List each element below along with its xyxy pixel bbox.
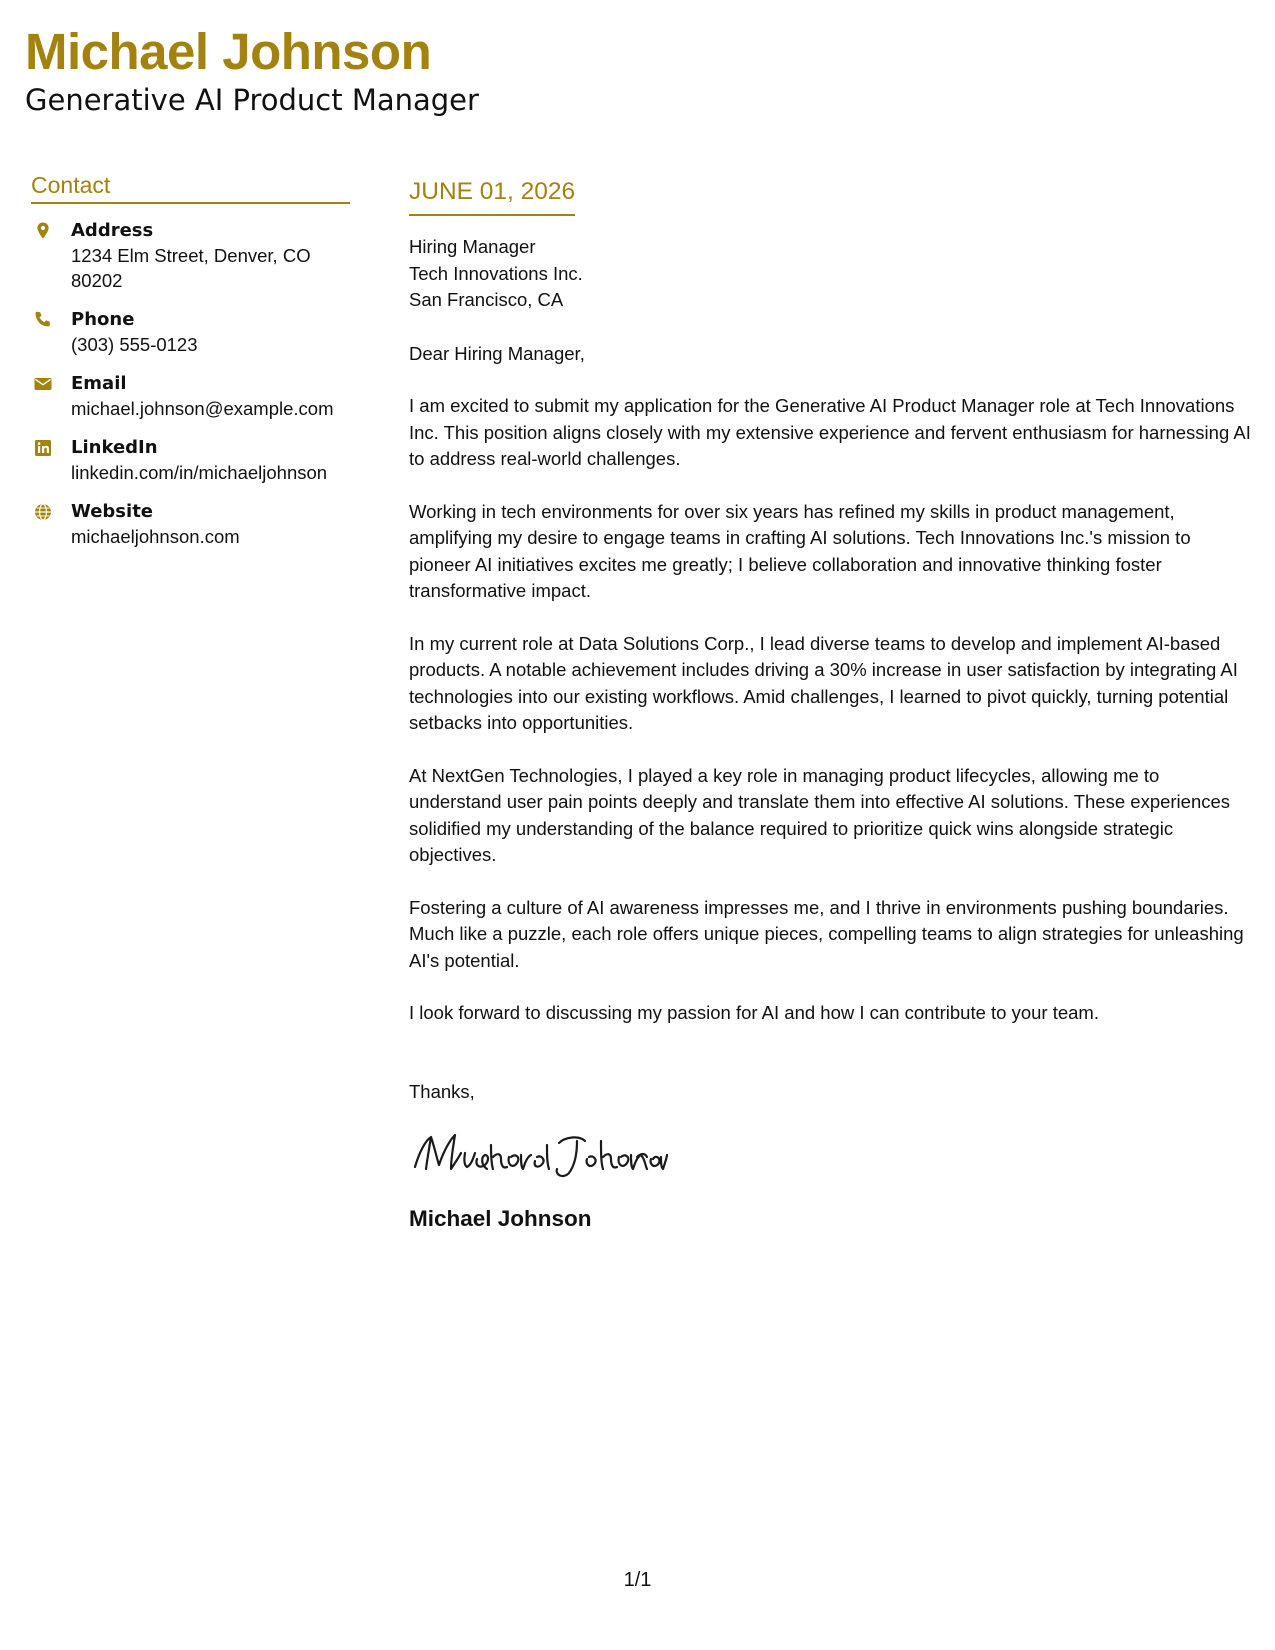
signed-name: Michael Johnson xyxy=(409,1206,592,1231)
applicant-name: Michael Johnson xyxy=(25,23,432,80)
globe-icon xyxy=(33,502,53,522)
page-number: 1/1 xyxy=(623,1569,652,1591)
phone-value[interactable]: (303) 555-0123 xyxy=(71,334,198,355)
letter-paragraph: I look forward to discussing my passion for AI and how I can contribute to your team. xyxy=(409,1002,1099,1023)
email-label: Email xyxy=(71,373,127,394)
contact-item-linkedin xyxy=(31,435,351,485)
recipient-block xyxy=(409,234,1254,314)
contact-item-website xyxy=(31,499,351,549)
email-value[interactable]: michael.johnson@example.com xyxy=(71,398,334,419)
closing: Thanks, xyxy=(409,1080,475,1102)
handwritten-signature xyxy=(409,1123,669,1183)
website-value[interactable]: michaeljohnson.com xyxy=(71,526,240,547)
linkedin-value[interactable]: linkedin.com/in/michaeljohnson xyxy=(71,462,328,483)
envelope-icon xyxy=(33,374,53,394)
linkedin-icon xyxy=(33,438,53,458)
contact-item-email xyxy=(31,371,351,421)
linkedin-label: LinkedIn xyxy=(71,437,158,458)
letter-date: JUNE 01, 2026 xyxy=(409,176,575,216)
contact-heading: Contact xyxy=(31,170,350,204)
job-title: Generative AI Product Manager xyxy=(25,83,479,117)
letter-paragraph: In my current role at Data Solutions Corp., I lead diverse teams to develop and implement AI-based products. A notable achievement includes driving a 30% increase in user satisfaction by integrating AI technologies into our existing workflows. Amid challenges, I learned to pivot quickly, turning potential setbacks into opportunities. xyxy=(409,632,1238,733)
letter-paragraph: At NextGen Technologies, I played a key role in managing product lifecycles, allowing me to understand user pain points deeply and translate them into effective AI solutions. These experiences solidified my understanding of the balance required to prioritize quick wins alongside strategic objectives. xyxy=(409,764,1231,865)
letter-paragraph: I am excited to submit my application for the Generative AI Product Manager role at Tech Innovations Inc. This position aligns closely with my extensive experience and fervent enthusiasm for harnessing AI to address real-world challenges. xyxy=(409,395,1251,469)
phone-label: Phone xyxy=(71,309,135,330)
recipient-line: San Francisco, CA xyxy=(409,289,564,310)
website-label: Website xyxy=(71,501,154,522)
address-label: Address xyxy=(71,220,154,241)
phone-icon xyxy=(33,310,53,330)
letter-paragraph: Fostering a culture of AI awareness impresses me, and I thrive in environments pushing boundaries. Much like a puzzle, each role offers unique pieces, compelling teams to align strategies for unleashing AI's potential. xyxy=(409,896,1244,971)
contact-sidebar xyxy=(31,170,351,549)
address-value: 1234 Elm Street, Denver, CO 80202 xyxy=(71,245,311,291)
contact-item-phone xyxy=(31,307,351,357)
letter-paragraph: Working in tech environments for over six years has refined my skills in product management, amplifying my desire to engage teams in crafting AI solutions. Tech Innovations Inc.'s mission to pioneer AI initiatives excites me greatly; I believe collaboration and innovative thinking foster transformative impact. xyxy=(409,500,1191,601)
recipient-line: Tech Innovations Inc. xyxy=(409,262,583,284)
recipient-line: Hiring Manager xyxy=(409,236,536,257)
salutation: Dear Hiring Manager, xyxy=(409,342,585,364)
letter-body xyxy=(409,176,1254,1234)
map-pin-icon xyxy=(33,221,53,241)
contact-item-address xyxy=(31,218,351,293)
